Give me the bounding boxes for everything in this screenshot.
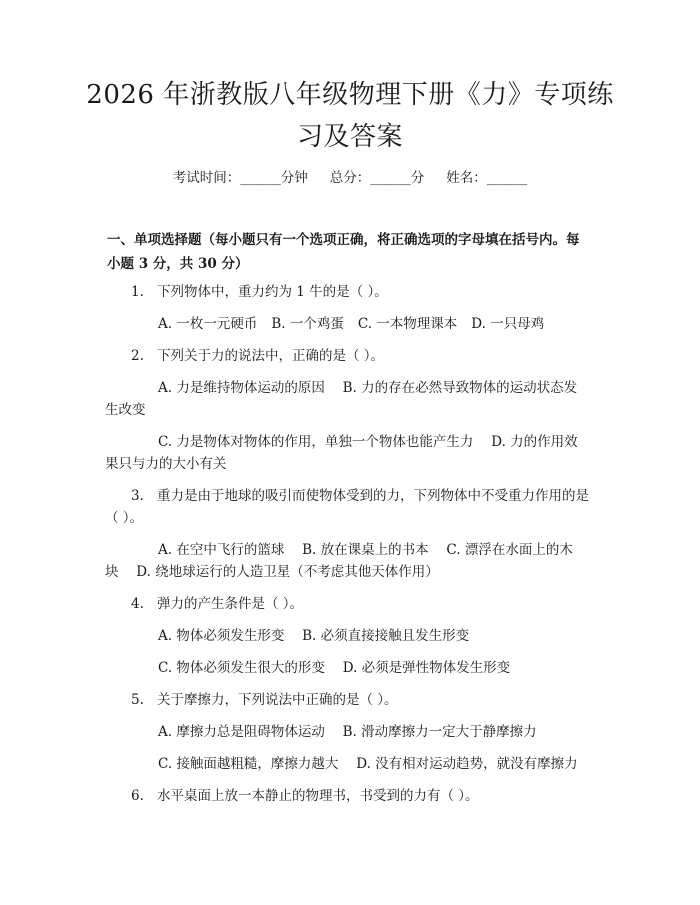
question-2-options-line-4: 果只与力的大小有关	[105, 456, 227, 472]
question-2-options-line-3: C. 力是物体对物体的作用，单独一个物体也能产生力 D. 力的作用效	[158, 434, 578, 450]
question-2-stem	[131, 345, 384, 367]
question-2-options-line-1: A. 力是维持物体运动的原因 B. 力的存在必然导致物体的运动状态发	[158, 380, 578, 396]
question-5-options-line-1: A. 摩擦力总是阻碍物体运动 B. 滑动摩擦力一定大于静摩擦力	[158, 724, 537, 740]
question-6-stem	[131, 785, 479, 807]
question-number: 3.	[131, 488, 144, 504]
question-5-stem	[131, 689, 398, 711]
option-b: B. 一个鸡蛋	[271, 316, 344, 332]
question-5-options-line-2: C. 接触面越粗糙，摩擦力越大 D. 没有相对运动趋势，就没有摩擦力	[158, 756, 578, 772]
section-heading-line-1: 一、单项选择题（每小题只有一个选项正确，将正确选项的字母填在括号内。每	[107, 232, 580, 248]
question-3-stem-line-1	[131, 485, 589, 507]
title-line-2: 习及答案	[296, 122, 403, 152]
question-3-stem-line-2: （ ）。	[105, 510, 144, 526]
question-2-options-line-2: 生改变	[105, 402, 146, 418]
question-text: 关于摩擦力，下列说法中正确的是（ ）。	[157, 692, 398, 708]
section-heading-single-choice	[107, 228, 603, 276]
question-4-options-line-1: A. 物体必须发生形变 B. 必须直接接触且发生形变	[158, 628, 470, 644]
question-number: 1.	[131, 284, 144, 300]
exam-info-row	[0, 166, 700, 186]
question-3-options-line-1: A. 在空中飞行的篮球 B. 放在课桌上的书本 C. 漂浮在水面上的木	[158, 542, 573, 558]
question-text: 重力是由于地球的吸引而使物体受到的力，下列物体中不受重力作用的是	[157, 488, 589, 504]
question-text: 下列物体中，重力约为 1 牛的是（ ）。	[157, 284, 388, 300]
total-score-field: 总分：______分	[329, 170, 425, 186]
question-1-options	[158, 313, 544, 335]
question-4-stem	[131, 593, 303, 615]
section-heading-line-2: 小题 3 分，共 30 分）	[107, 256, 249, 272]
question-text: 下列关于力的说法中，正确的是（ ）。	[157, 348, 385, 364]
option-c: C. 一本物理课本	[357, 316, 458, 332]
question-number: 4.	[131, 596, 144, 612]
exam-time-field: 考试时间：______分钟	[172, 170, 308, 186]
question-number: 2.	[131, 348, 144, 364]
question-text: 弹力的产生条件是（ ）。	[157, 596, 304, 612]
student-name-field: 姓名：______	[446, 170, 528, 186]
title-line-1: 2026 年浙教版八年级物理下册《力》专项练	[86, 80, 614, 110]
option-d: D. 一只母鸡	[471, 316, 545, 332]
question-4-options-line-2: C. 物体必须发生很大的形变 D. 必须是弹性物体发生形变	[158, 660, 511, 676]
question-text: 水平桌面上放一本静止的物理书，书受到的力有（ ）。	[157, 788, 479, 804]
option-a: A. 一枚一元硬币	[158, 316, 258, 332]
question-3-options-line-2: 块 D. 绕地球运行的人造卫星（不考虑其他天体作用）	[105, 564, 439, 580]
question-number: 6.	[131, 788, 144, 804]
question-1-stem	[131, 281, 388, 303]
question-number: 5.	[131, 692, 144, 708]
document-title	[60, 74, 640, 158]
